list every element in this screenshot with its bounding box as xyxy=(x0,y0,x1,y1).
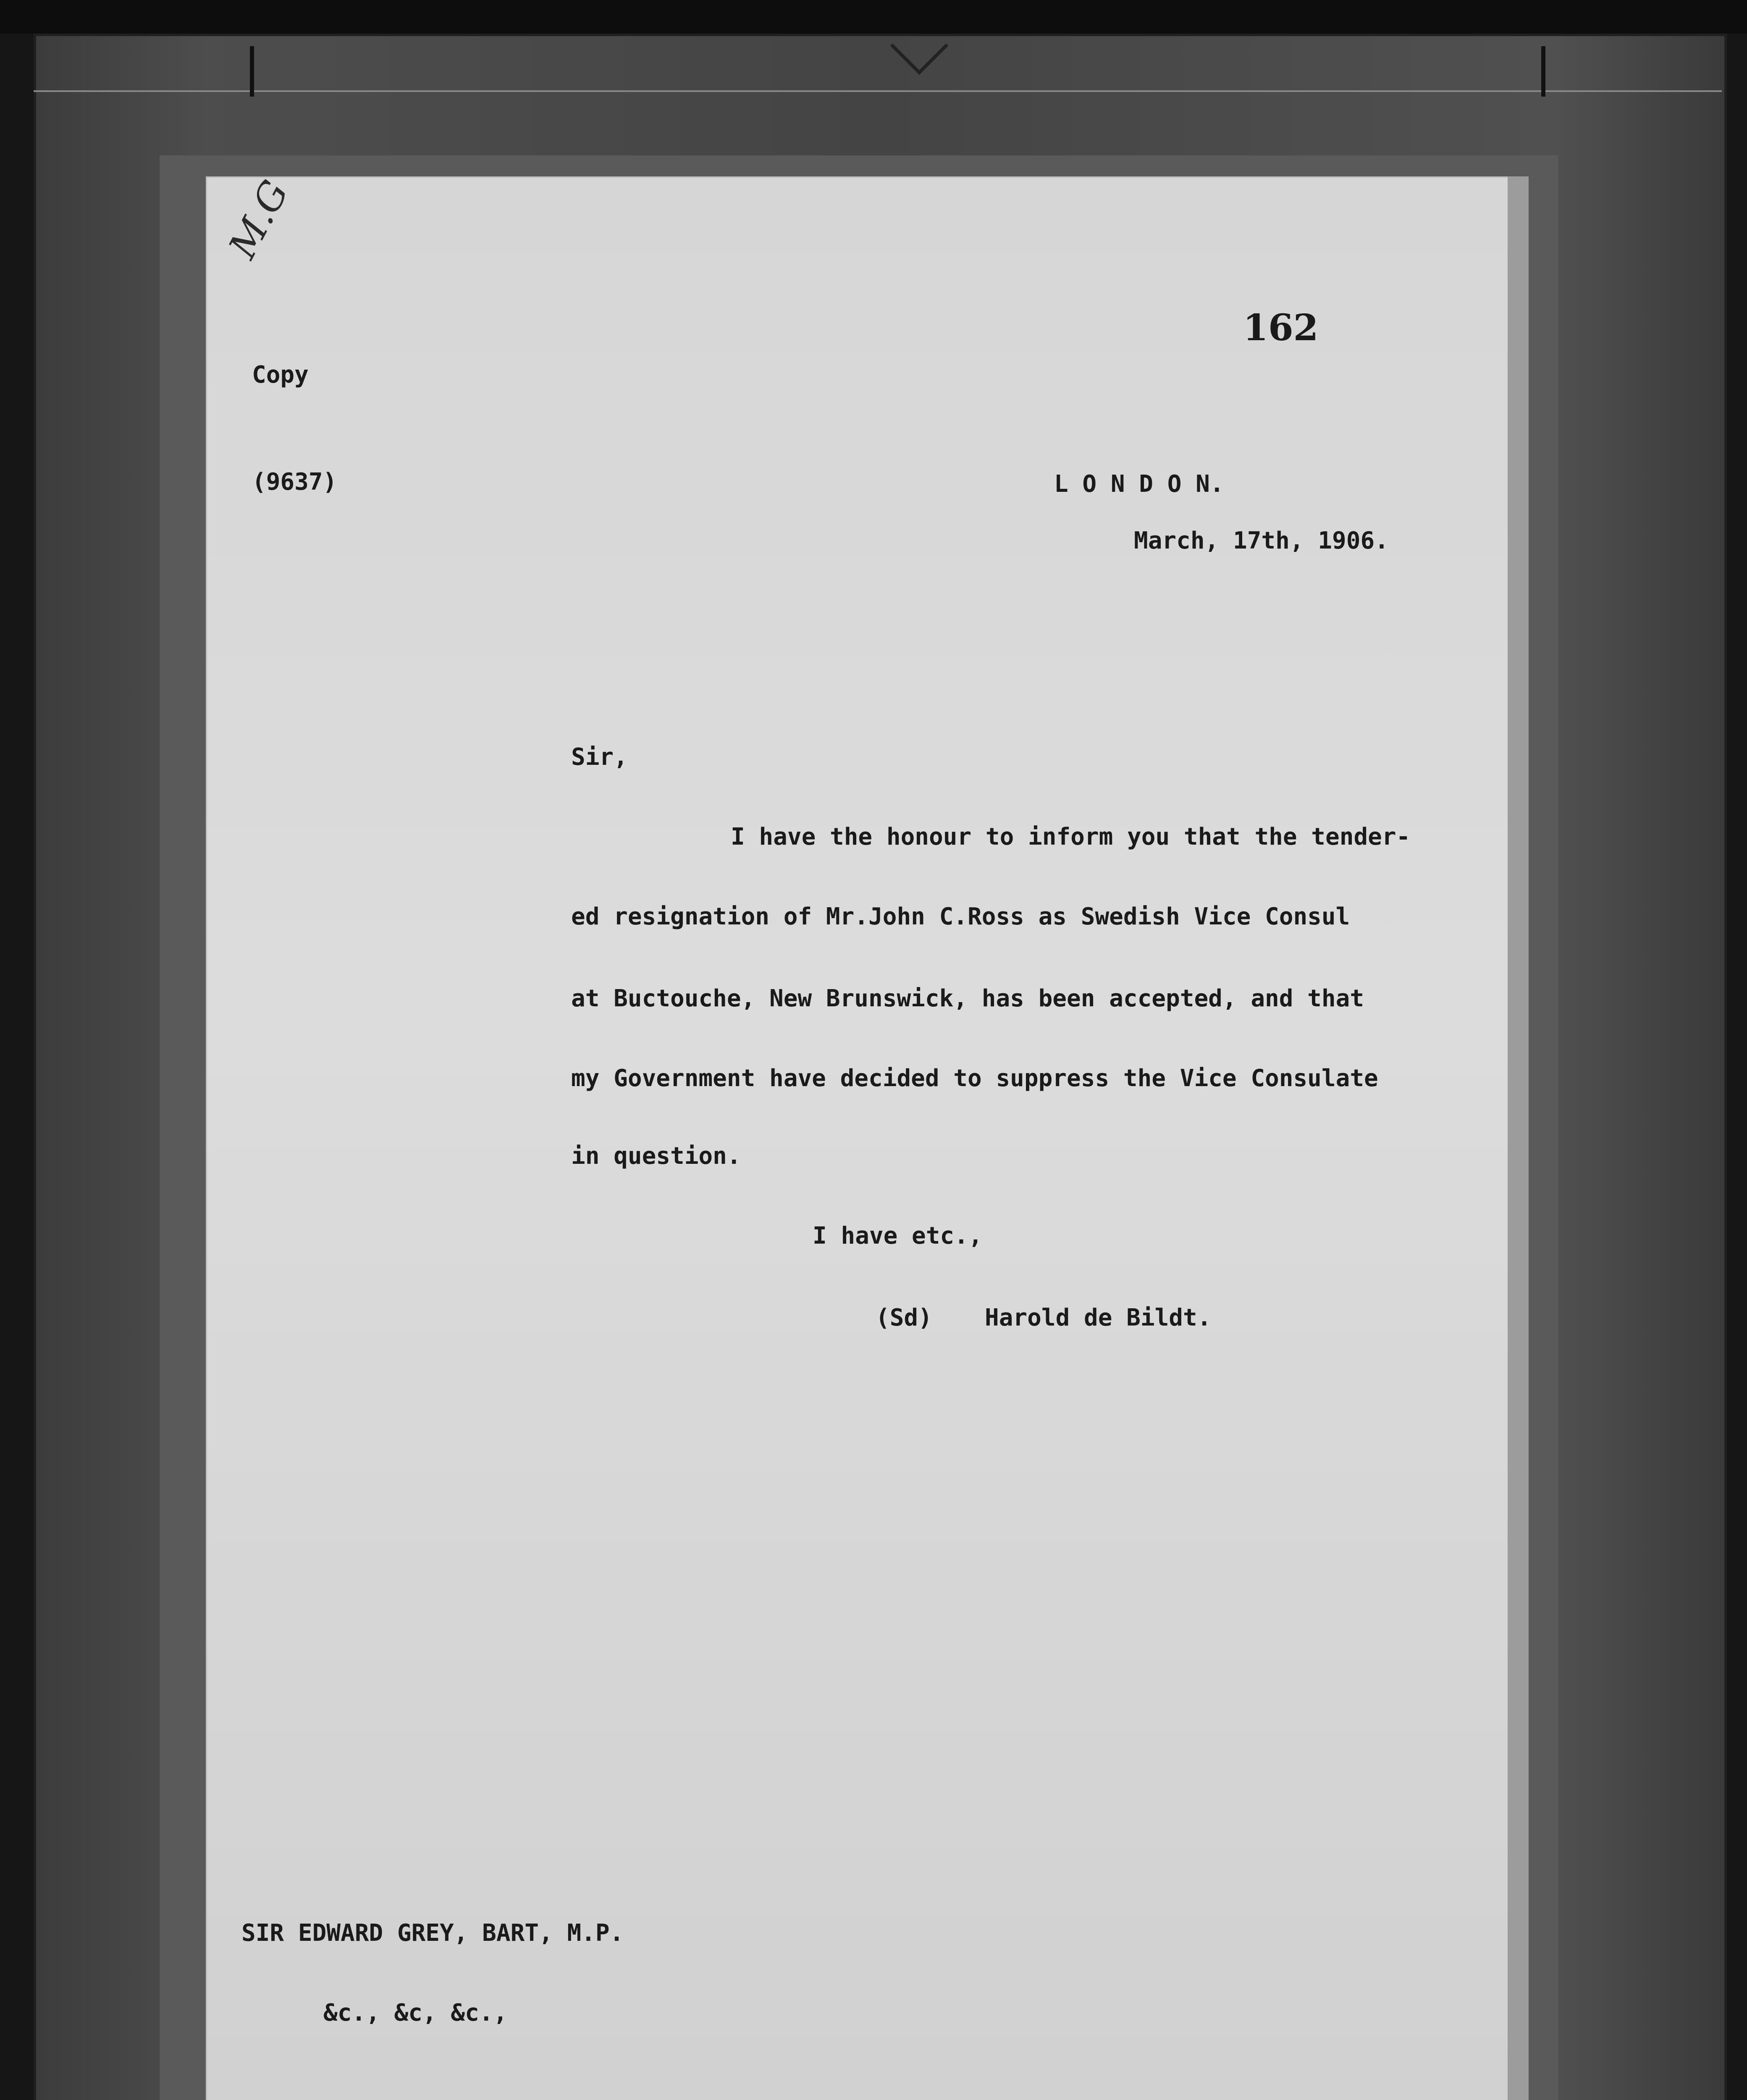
signature-name: Harold de Bildt. xyxy=(985,1304,1212,1331)
addressee: SIR EDWARD GREY, BART, M.P. xyxy=(241,1919,624,1947)
body-line: my Government have decided to suppress the Vice Consulate xyxy=(571,1065,1378,1092)
letter-place: L O N D O N. xyxy=(1054,470,1224,498)
frame-tick-right xyxy=(1541,46,1545,97)
body-line: at Buctouche, New Brunswick, has been accepted, and that xyxy=(571,985,1364,1012)
body-line: in question. xyxy=(571,1142,741,1170)
body-line: ed resignation of Mr.John C.Ross as Swedish Vice Consul xyxy=(571,903,1350,930)
handwritten-note: M.G xyxy=(220,173,297,266)
letter-page xyxy=(206,176,1510,2100)
body-line: I have the honour to inform you that the tender- xyxy=(731,823,1411,850)
copy-label: Copy xyxy=(252,361,309,388)
reference-number: (9637) xyxy=(252,468,337,496)
page-edge xyxy=(1508,176,1529,2100)
frame-rule xyxy=(34,90,1722,92)
closing: I have etc., xyxy=(813,1222,983,1250)
frame-top-band xyxy=(0,0,1747,34)
letter-date: March, 17th, 1906. xyxy=(1134,527,1389,554)
frame-tick-left xyxy=(250,46,254,97)
addressee-etc: &c., &c, &c., xyxy=(323,1999,508,2026)
signature-prefix: (Sd) xyxy=(876,1304,932,1331)
page-number: 162 xyxy=(1243,307,1319,349)
salutation: Sir, xyxy=(571,743,628,771)
